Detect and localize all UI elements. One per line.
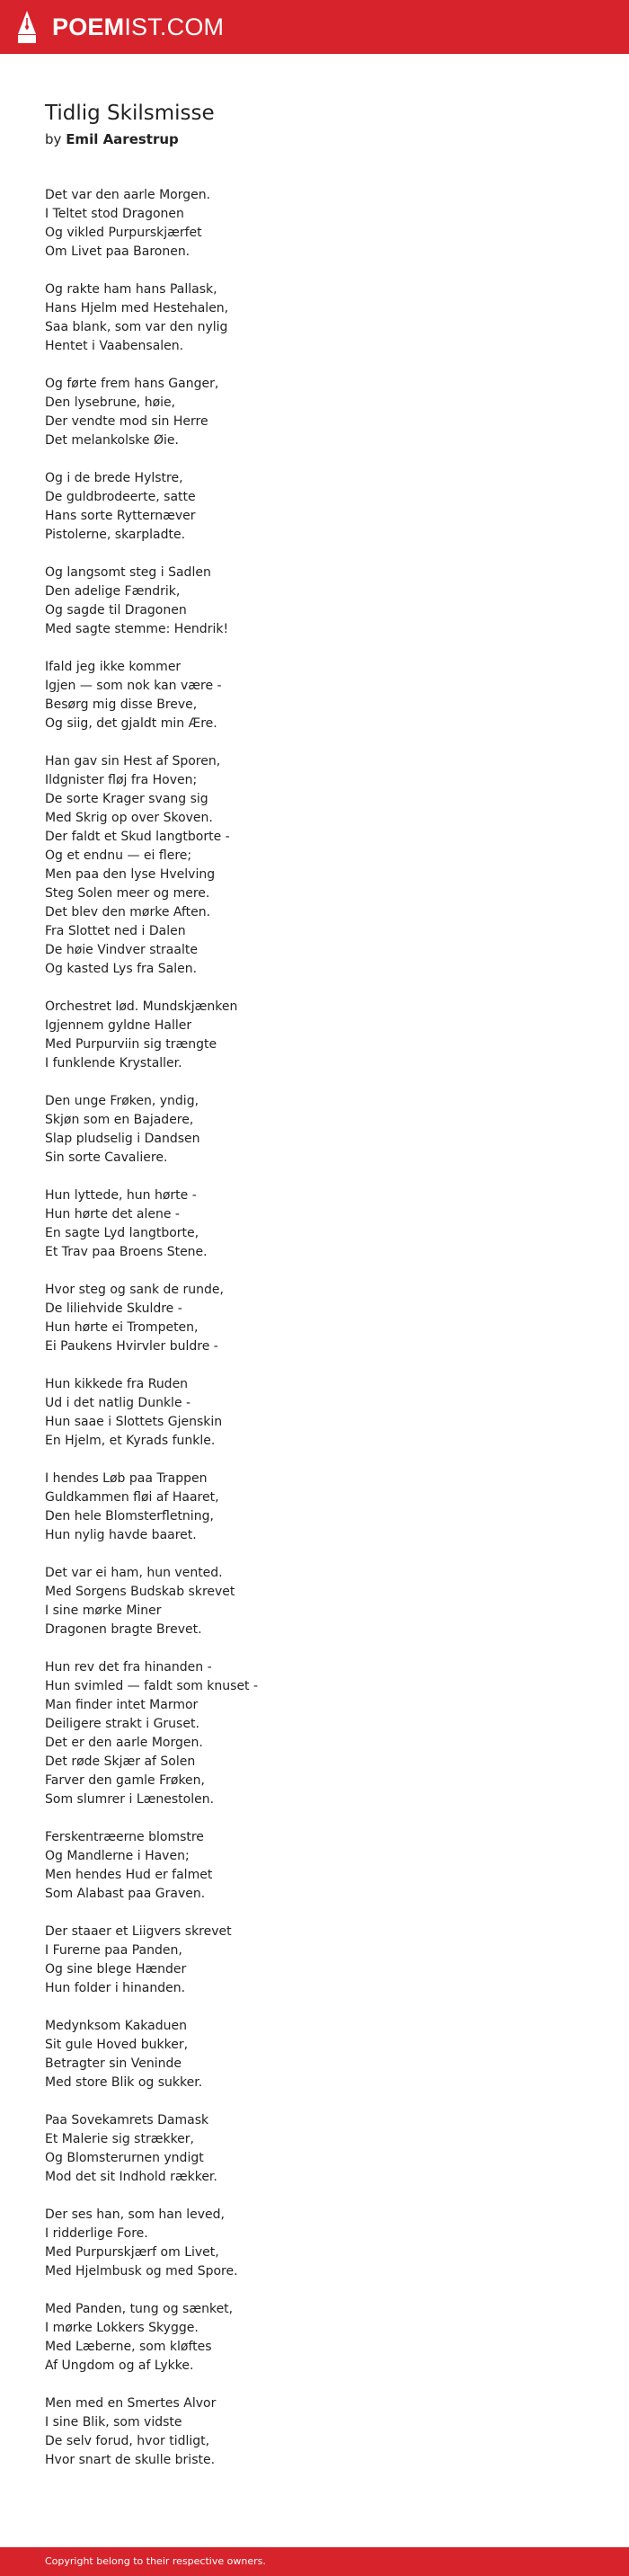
poem-line: Hvor steg og sank de runde,: [45, 1283, 224, 1297]
poem-line: Hun saae i Slottets Gjenskin: [45, 1415, 223, 1429]
poem-line: I Furerne paa Panden,: [45, 1943, 182, 1958]
poem-line: Ferskentræerne blomstre: [45, 1830, 204, 1844]
poem-line: Betragter sin Veninde: [45, 2056, 182, 2071]
poem-line: Og i de brede Hylstre,: [45, 471, 183, 485]
poem-line: Den hele Blomsterfletning,: [45, 1509, 214, 1523]
poem-line: Et Trav paa Broens Stene.: [45, 1245, 208, 1259]
poem-line: Igjennem gyldne Haller: [45, 1018, 192, 1033]
poem-line: I mørke Lokkers Skygge.: [45, 2321, 199, 2335]
poem-line: Slap pludselig i Dandsen: [45, 1132, 200, 1146]
poem-line: Igjen — som nok kan være -: [45, 679, 222, 693]
stanza: [45, 2017, 584, 2092]
poem-line: De høie Vindver straalte: [45, 943, 198, 957]
poem-line: Deiligere strakt i Gruset.: [45, 1717, 199, 1731]
pen-nib-icon: [16, 10, 38, 44]
poem-line: Medynksom Kakaduen: [45, 2019, 187, 2033]
poem-line: Med Sorgens Budskab skrevet: [45, 1585, 235, 1599]
poem-line: Og førte frem hans Ganger,: [45, 377, 219, 391]
poem-line: Og Mandlerne i Haven;: [45, 1849, 190, 1863]
poem-line: Det melankolske Øie.: [45, 433, 179, 448]
poem-line: Og Blomsterurnen yndigt: [45, 2151, 204, 2165]
poem-line: Fra Slottet ned i Dalen: [45, 924, 186, 938]
poem-line: Hun hørte det alene -: [45, 1207, 180, 1221]
site-name: [52, 13, 224, 41]
top-bar: [0, 0, 629, 54]
poem-line: Steg Solen meer og mere.: [45, 886, 210, 901]
poem-line: De guldbrodeerte, satte: [45, 490, 196, 504]
poem-line: Med Purpurviin sig trængte: [45, 1037, 217, 1052]
poem-line: Der faldt et Skud langtborte -: [45, 830, 230, 844]
poem-line: Hun nylig havde baaret.: [45, 1528, 197, 1542]
poem-line: Og langsomt steg i Sadlen: [45, 565, 211, 580]
poem-line: Den adelige Fændrik,: [45, 584, 181, 599]
poem-line: Pistolerne, skarpladte.: [45, 528, 186, 542]
by-label: by: [45, 131, 62, 147]
poem-line: I Teltet stod Dragonen: [45, 207, 184, 221]
stanza: [45, 280, 584, 356]
poem-line: Den lysebrune, høie,: [45, 395, 176, 410]
poem-line: Skjøn som en Bajadere,: [45, 1113, 194, 1127]
poem-line: Den unge Frøken, yndig,: [45, 1094, 199, 1108]
byline: [45, 131, 584, 147]
stanza: [45, 2111, 584, 2187]
poem-line: Saa blank, som var den nylig: [45, 320, 228, 334]
poem-line: Det var den aarle Morgen.: [45, 188, 211, 202]
poem-line: Men paa den lyse Hvelving: [45, 867, 216, 882]
author-name: Emil Aarestrup: [66, 131, 179, 147]
poem-line: Med Panden, tung og sænket,: [45, 2302, 234, 2316]
poem-line: Han gav sin Hest af Sporen,: [45, 754, 221, 768]
poem-line: Hans Hjelm med Hestehalen,: [45, 301, 229, 315]
poem-body: [45, 186, 584, 2470]
poem-line: I sine mørke Miner: [45, 1603, 162, 1618]
poem-line: Dragonen bragte Brevet.: [45, 1622, 202, 1637]
poem-line: En Hjelm, et Kyrads funkle.: [45, 1434, 216, 1448]
poem-line: Med Læberne, som kløftes: [45, 2340, 212, 2354]
poem-line: Hun svimled — faldt som knuset -: [45, 1679, 259, 1693]
stanza: [45, 2300, 584, 2376]
stanza: [45, 1375, 584, 1451]
stanza: [45, 2206, 584, 2281]
poem-line: Mod det sit Indhold rækker.: [45, 2170, 217, 2184]
poem-line: Og kasted Lys fra Salen.: [45, 962, 198, 976]
poem-line: Hun hørte ei Trompeten,: [45, 1320, 199, 1335]
poem-line: Med Hjelmbusk og med Spore.: [45, 2264, 238, 2278]
poem-line: Med store Blik og sukker.: [45, 2075, 203, 2090]
stanza: [45, 1186, 584, 1262]
copyright-text: Copyright belong to their respective owners.: [45, 2555, 266, 2567]
poem-line: Der ses han, som han leved,: [45, 2207, 225, 2222]
poem-line: Paa Sovekamrets Damask: [45, 2113, 209, 2127]
poem-line: Og vikled Purpurskjærfet: [45, 226, 202, 240]
poem-line: Hun lyttede, hun hørte -: [45, 1188, 197, 1203]
poem-line: Og rakte ham hans Pallask,: [45, 282, 217, 297]
site-name-bold: POEM: [52, 13, 125, 40]
stanza: [45, 1564, 584, 1639]
poem-line: Med sagte stemme: Hendrik!: [45, 622, 229, 636]
poem-content: [45, 101, 584, 2489]
site-name-rest: IST.COM: [124, 13, 225, 40]
stanza: [45, 1828, 584, 1904]
poem-line: De liliehvide Skuldre -: [45, 1301, 182, 1316]
poem-line: Hun folder i hinanden.: [45, 1981, 186, 1995]
poem-line: Af Ungdom og af Lykke.: [45, 2358, 194, 2373]
poem-line: Men hendes Hud er falmet: [45, 1868, 213, 1882]
poem-line: Det er den aarle Morgen.: [45, 1736, 203, 1750]
site-logo-link[interactable]: [16, 9, 224, 45]
stanza: [45, 1658, 584, 1809]
poem-line: Hun kikkede fra Ruden: [45, 1377, 189, 1391]
poem-line: I sine Blik, som vidste: [45, 2415, 182, 2429]
poem-line: I ridderlige Fore.: [45, 2226, 148, 2241]
poem-line: Ei Paukens Hvirvler buldre -: [45, 1339, 218, 1354]
poem-line: Hvor snart de skulle briste.: [45, 2453, 216, 2467]
poem-line: Som slumrer i Lænestolen.: [45, 1792, 215, 1807]
poem-line: I hendes Løb paa Trappen: [45, 1471, 208, 1486]
poem-line: Ud i det natlig Dunkle -: [45, 1396, 191, 1410]
stanza: [45, 375, 584, 450]
stanza: [45, 1470, 584, 1545]
stanza: [45, 998, 584, 1073]
poem-line: Med Skrig op over Skoven.: [45, 811, 213, 825]
poem-line: Farver den gamle Frøken,: [45, 1773, 205, 1788]
poem-line: Et Malerie sig strækker,: [45, 2132, 194, 2146]
stanza: [45, 658, 584, 733]
stanza: [45, 1281, 584, 1356]
poem-line: Sin sorte Cavaliere.: [45, 1150, 168, 1165]
poem-line: De selv forud, hvor tidligt,: [45, 2434, 210, 2448]
poem-line: Som Alabast paa Graven.: [45, 1887, 206, 1901]
poem-line: Med Purpurskjærf om Livet,: [45, 2245, 219, 2260]
poem-line: Det røde Skjær af Solen: [45, 1754, 196, 1769]
poem-line: Hans sorte Rytternæver: [45, 509, 196, 523]
poem-title: Tidlig Skilsmisse: [45, 102, 215, 125]
poem-line: Hentet i Vaabensalen.: [45, 339, 184, 353]
poem-line: Man finder intet Marmor: [45, 1698, 199, 1712]
stanza: [45, 752, 584, 979]
poem-line: Det blev den mørke Aften.: [45, 905, 211, 919]
poem-line: I funklende Krystaller.: [45, 1056, 182, 1070]
poem-line: Og et endnu — ei flere;: [45, 848, 192, 863]
poem-line: De sorte Krager svang sig: [45, 792, 208, 806]
poem-line: Der staaer et Liigvers skrevet: [45, 1924, 232, 1939]
stanza: [45, 1092, 584, 1168]
poem-line: En sagte Lyd langtborte,: [45, 1226, 199, 1240]
poem-line: Besørg mig disse Breve,: [45, 697, 198, 712]
poem-line: Sit gule Hoved bukker,: [45, 2038, 189, 2052]
poem-line: Ifald jeg ikke kommer: [45, 660, 182, 674]
poem-line: Orchestret lød. Mundskjænken: [45, 999, 238, 1014]
poem-line: Hun rev det fra hinanden -: [45, 1660, 212, 1674]
stanza: [45, 186, 584, 262]
poem-line: Og sine blege Hænder: [45, 1962, 187, 1976]
poem-line: Der vendte mod sin Herre: [45, 414, 208, 429]
stanza: [45, 2394, 584, 2470]
stanza: [45, 1923, 584, 1998]
poem-line: Om Livet paa Baronen.: [45, 244, 190, 259]
poem-line: Men med en Smertes Alvor: [45, 2396, 217, 2411]
poem-line: Og sagde til Dragonen: [45, 603, 187, 617]
poem-line: Og siig, det gjaldt min Ære.: [45, 716, 217, 731]
poem-line: Ildgnister fløj fra Hoven;: [45, 773, 198, 787]
footer-bar: [0, 2547, 629, 2576]
poem-line: Guldkammen fløi af Haaret,: [45, 1490, 219, 1505]
stanza: [45, 564, 584, 639]
stanza: [45, 469, 584, 545]
poem-line: Det var ei ham, hun vented.: [45, 1566, 223, 1580]
